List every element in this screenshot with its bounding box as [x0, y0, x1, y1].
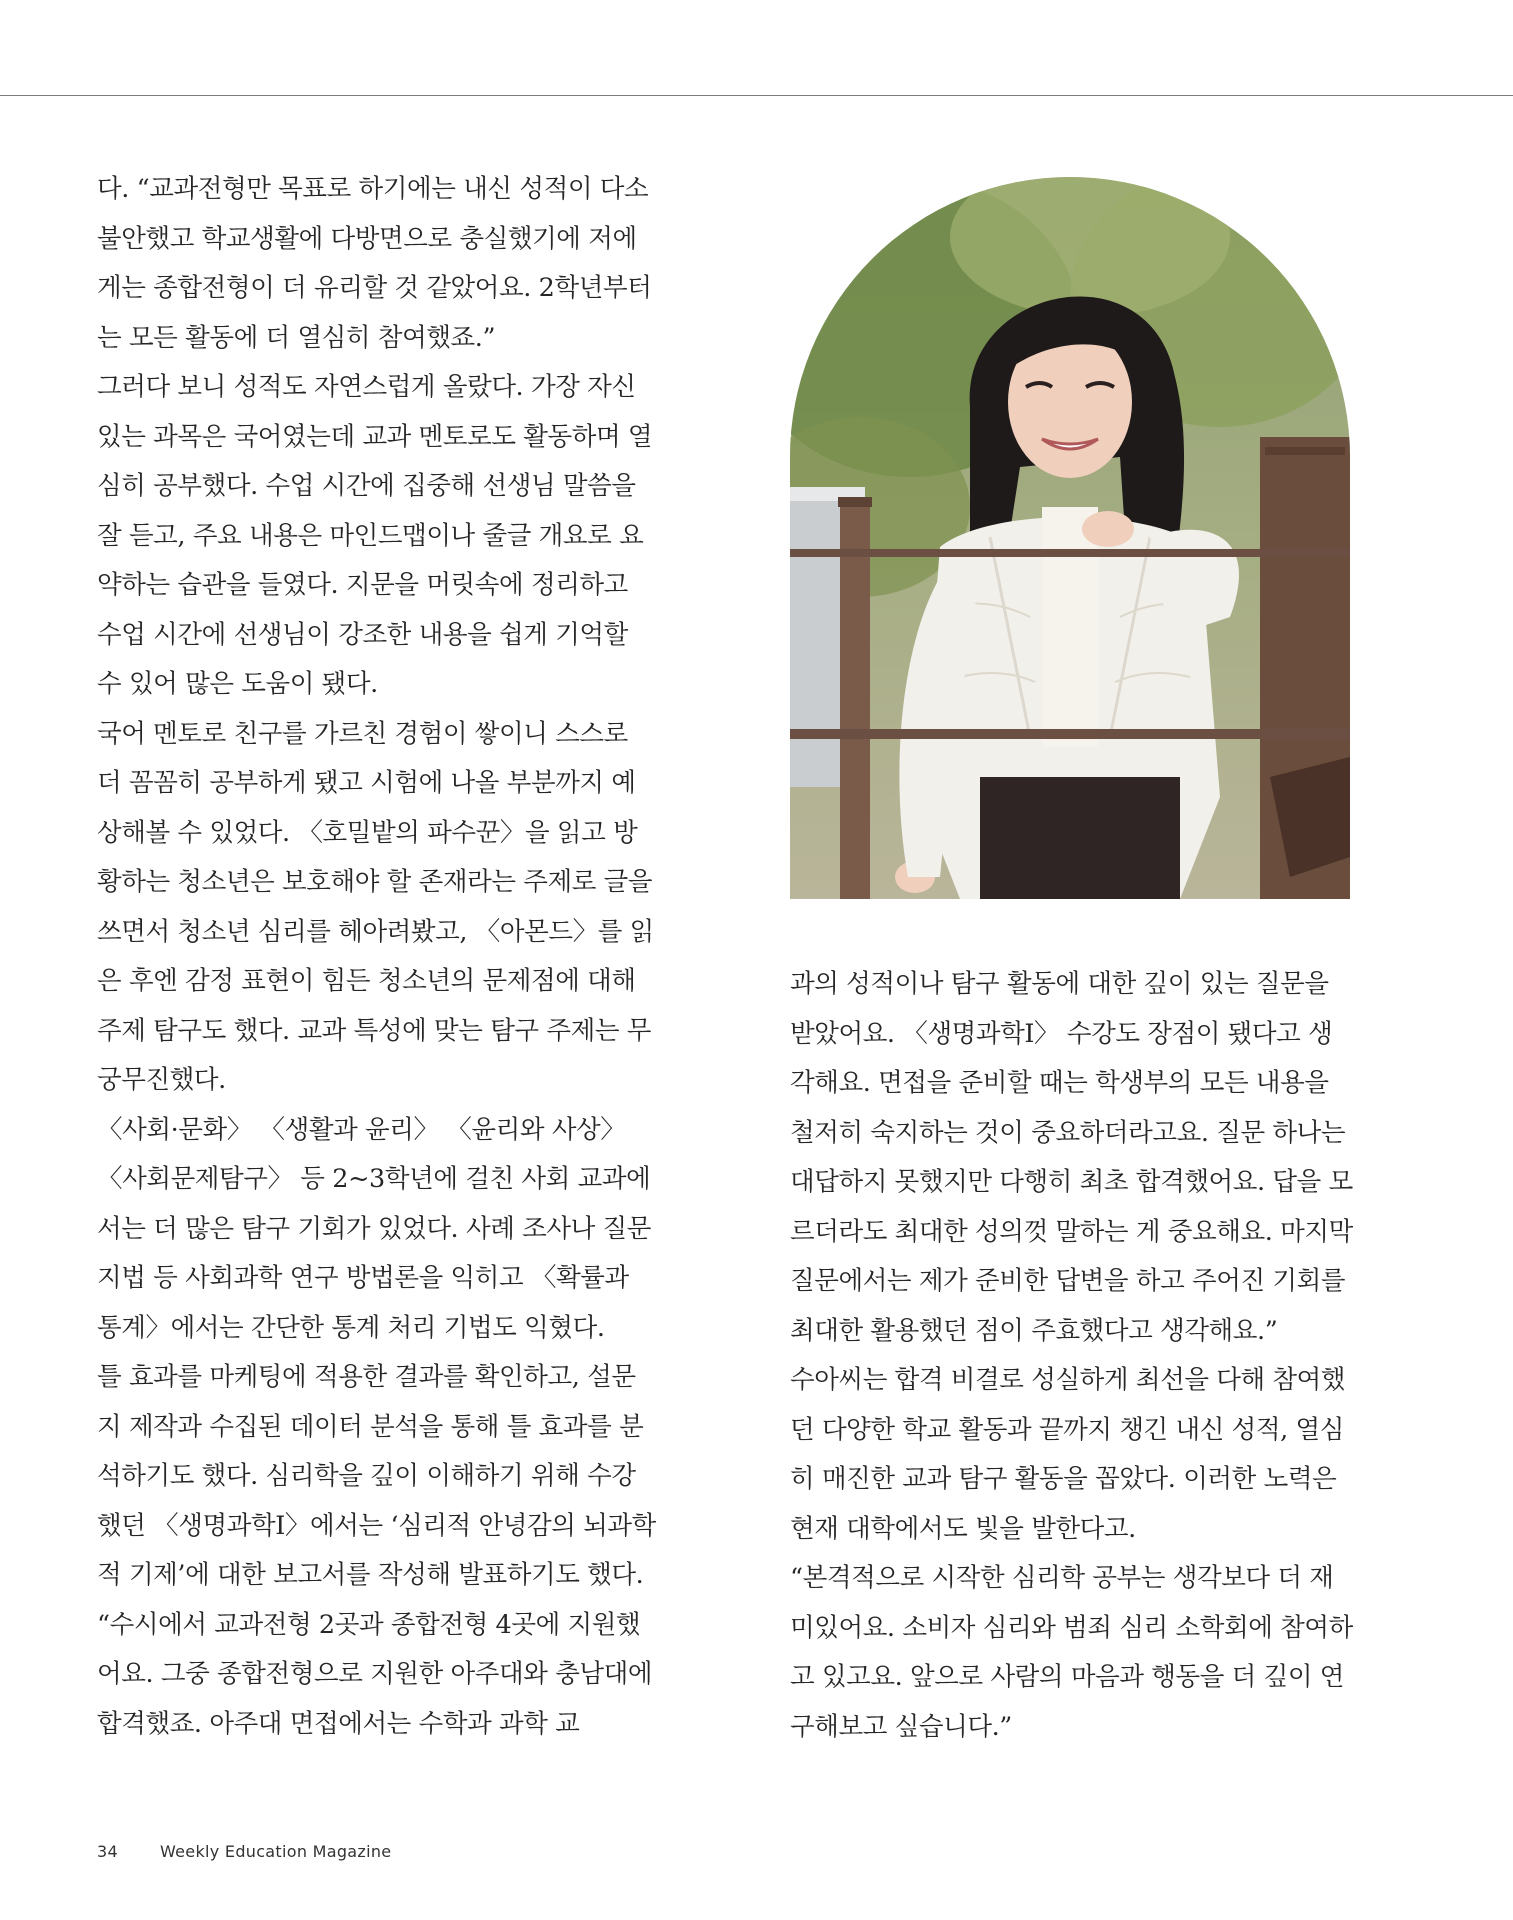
paragraph: 수아씨는 합격 비결로 성실하게 최선을 다해 참여했던 다양한 학교 활동과 끝까지 챙긴 내신 성적, 열심히 매진한 교과 탐구 활동을 꼽았다. 이러한 노력은 현재 대학에서도 빛을 발한다고. [790, 1365, 1346, 1544]
portrait-illustration [790, 177, 1350, 899]
paragraph: 〈사회·문화〉 〈생활과 윤리〉 〈윤리와 사상〉 〈사회문제탐구〉 등 2~3학년에 걸친 사회 교과에서는 더 많은 탐구 기회가 있었다. 사례 조사나 질문지법 등 사회과학 연구 방법론을 익히고 〈확률과 통계〉에서는 간단한 통계 처리 기법도 익혔다. [97, 1114, 652, 1343]
paragraph: 과의 성적이나 탐구 활동에 대한 깊이 있는 질문을 받았어요. 〈생명과학Ⅰ〉 수강도 장점이 됐다고 생각해요. 면접을 준비할 때는 학생부의 모든 내용을 철저히 숙지하는 것이 중요하더라고요. 질문 하나는 대답하지 못했지만 다행히 최초 합격했어요. 답을 모르더라도 최대한 성의껏 말하는 게 중요해요. 마지막 질문에서는 제가 준비한 답변을 하고 주어진 기회를 최대한 활용했던 점이 주효했다고 생각해요.” [790, 969, 1353, 1346]
right-column [790, 960, 1355, 1752]
page-footer [97, 1842, 391, 1861]
student-portrait-photo [790, 177, 1350, 899]
top-rule [0, 95, 1513, 96]
left-column [97, 165, 657, 1749]
paragraph: 다. “교과전형만 목표로 하기에는 내신 성적이 다소 불안했고 학교생활에 다방면으로 충실했기에 저에게는 종합전형이 더 유리할 것 같았어요. 2학년부터는 모든 활동에 더 열심히 참여했죠.” [97, 174, 652, 353]
paragraph: 국어 멘토로 친구를 가르친 경험이 쌓이니 스스로 더 꼼꼼히 공부하게 됐고 시험에 나올 부분까지 예상해볼 수 있었다. 〈호밀밭의 파수꾼〉을 읽고 방황하는 청소년은 보호해야 할 존재라는 주제로 글을 쓰면서 청소년 심리를 헤아려봤고, 〈아몬드〉를 읽은 후엔 감정 표현이 힘든 청소년의 문제점에 대해 주제 탐구도 했다. 교과 특성에 맞는 탐구 주제는 무궁무진했다. [97, 718, 654, 1095]
paragraph: “수시에서 교과전형 2곳과 종합전형 4곳에 지원했어요. 그중 종합전형으로 지원한 아주대와 충남대에 합격했죠. 아주대 면접에서는 수학과 과학 교 [97, 1609, 653, 1739]
paragraph: 그러다 보니 성적도 자연스럽게 올랐다. 가장 자신 있는 과목은 국어였는데 교과 멘토로도 활동하며 열심히 공부했다. 수업 시간에 집중해 선생님 말씀을 잘 듣고, 주요 내용은 마인드맵이나 줄글 개요로 요약하는 습관을 들였다. 지문을 머릿속에 정리하고 수업 시간에 선생님이 강조한 내용을 쉽게 기억할 수 있어 많은 도움이 됐다. [97, 372, 653, 699]
paragraph: “본격적으로 시작한 심리학 공부는 생각보다 더 재미있어요. 소비자 심리와 범죄 심리 소학회에 참여하고 있고요. 앞으로 사람의 마음과 행동을 더 깊이 연구해보고 싶습니다.” [790, 1563, 1353, 1742]
publication-name: Weekly Education Magazine [159, 1842, 392, 1861]
page-number: 34 [97, 1842, 118, 1861]
paragraph: 틀 효과를 마케팅에 적용한 결과를 확인하고, 설문지 제작과 수집된 데이터 분석을 통해 틀 효과를 분석하기도 했다. 심리학을 깊이 이해하기 위해 수강했던 〈생명과학Ⅰ〉에서는 ‘심리적 안녕감의 뇌과학적 기제’에 대한 보고서를 작성해 발표하기도 했다. [97, 1362, 656, 1590]
